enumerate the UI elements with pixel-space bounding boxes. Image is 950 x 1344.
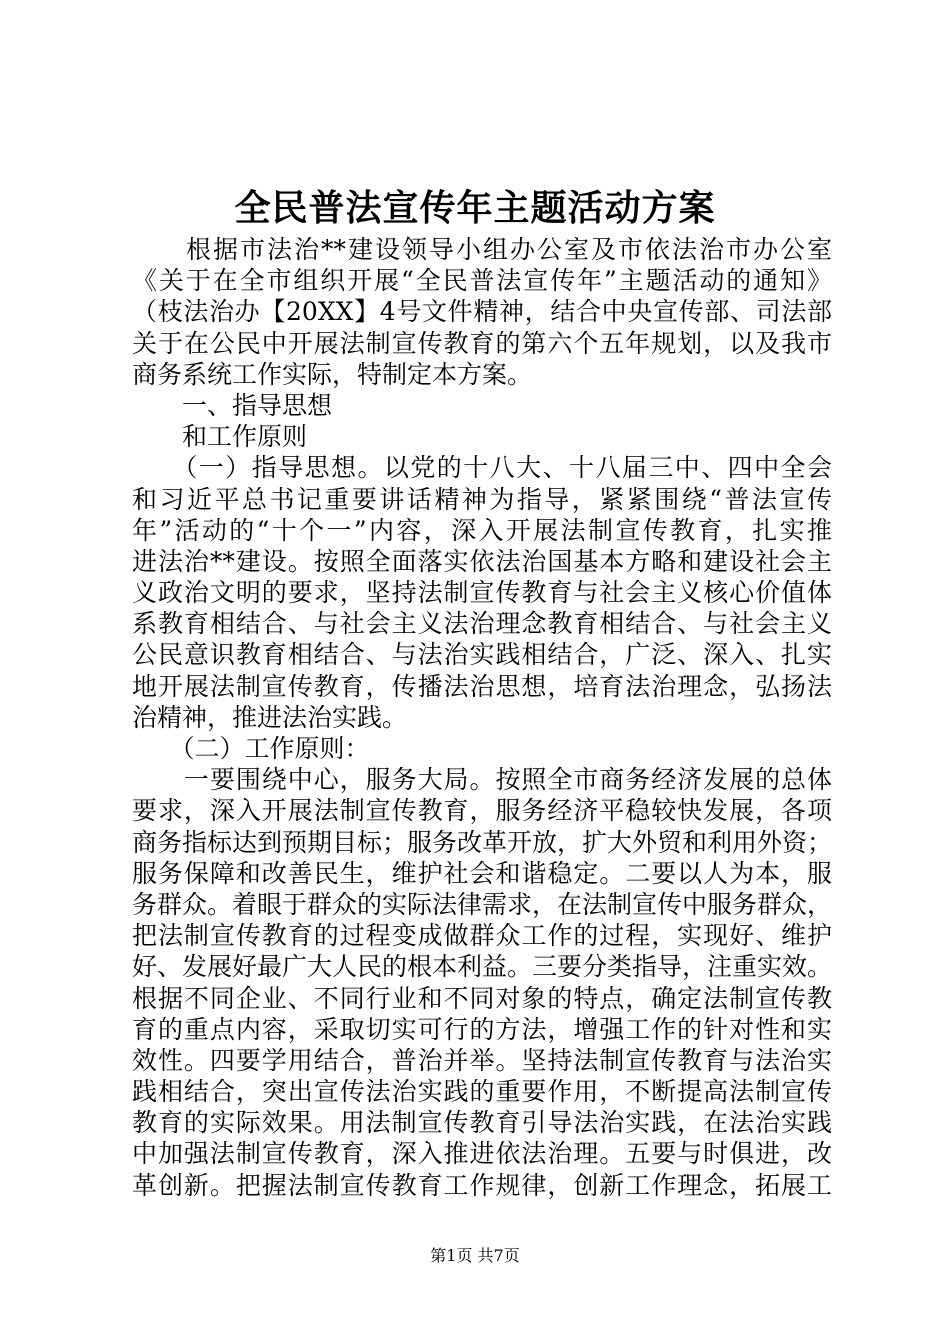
page-footer: 第1页 共7页	[430, 1246, 520, 1265]
body-line: 务群众。着眼于群众的实际法律需求，在法制宣传中服务群众，	[132, 889, 833, 919]
body-line: 根据市法治**建设领导小组办公室及市依法治市办公室	[132, 235, 832, 264]
body-line: （一）指导思想。以党的十八大、十八届三中、四中全会	[132, 453, 832, 483]
body-line: 和工作原则	[132, 422, 308, 452]
body-line: （二）工作原则：	[132, 734, 370, 763]
body-line: 根据不同企业、不同行业和不同对象的特点，确定法制宣传教	[132, 983, 832, 1013]
body-line: 服务保障和改善民生，维护社会和谐稳定。二要以人为本，服	[132, 858, 832, 888]
body-line: 育的重点内容，采取切实可行的方法，增强工作的针对性和实	[132, 1014, 832, 1044]
body-line: 地开展法制宣传教育，传播法治思想，培育法治理念，弘扬法	[132, 671, 832, 701]
body-line: 中加强法制宣传教育，深入推进依法治理。五要与时俱进，改	[132, 1139, 832, 1169]
body-line: 效性。四要学用结合，普治并举。坚持法制宣传教育与法治实	[132, 1045, 832, 1075]
body-line: 进法治**建设。按照全面落实依法治国基本方略和建设社会主	[132, 546, 832, 576]
body-line: 系教育相结合、与社会主义法治理念教育相结合、与社会主义	[132, 609, 832, 639]
body-line: 义政治文明的要求，坚持法制宣传教育与社会主义核心价值体	[132, 578, 832, 608]
body-line: 要求，深入开展法制宣传教育，服务经济平稳较快发展，各项	[132, 796, 832, 826]
document-title: 全民普法宣传年主题活动方案	[234, 187, 716, 229]
body-line: 一、指导思想	[132, 390, 333, 420]
body-line: 一要围绕中心，服务大局。按照全市商务经济发展的总体	[132, 765, 832, 795]
body-line: 商务系统工作实际，特制定本方案。	[132, 359, 533, 389]
body-line: 践相结合，突出宣传法治实践的重要作用，不断提高法制宣传	[132, 1077, 832, 1107]
document-body	[132, 234, 832, 1201]
body-line: 公民意识教育相结合、与法治实践相结合，广泛、深入、扎实	[132, 640, 832, 670]
body-line: 治精神，推进法治实践。	[132, 702, 408, 732]
body-line: 关于在公民中开展法制宣传教育的第六个五年规划，以及我市	[132, 328, 832, 358]
body-line: 教育的实际效果。用法制宣传教育引导法治实践，在法治实践	[132, 1108, 832, 1138]
body-line: （枝法治办【20XX】4号文件精神，结合中央宣传部、司法部	[132, 297, 832, 327]
body-line: 把法制宣传教育的过程变成做群众工作的过程，实现好、维护	[132, 921, 832, 951]
body-line: 《关于在全市组织开展“全民普法宣传年”主题活动的通知》	[132, 266, 832, 296]
body-line: 革创新。把握法制宣传教育工作规律，创新工作理念，拓展工	[132, 1170, 832, 1200]
body-line: 和习近平总书记重要讲话精神为指导，紧紧围绕“普法宣传	[132, 484, 832, 514]
body-line: 年”活动的“十个一”内容，深入开展法制宣传教育，扎实推	[132, 515, 832, 545]
body-line: 好、发展好最广大人民的根本利益。三要分类指导，注重实效。	[132, 952, 833, 982]
body-line: 商务指标达到预期目标；服务改革开放，扩大外贸和利用外资；	[132, 827, 833, 857]
